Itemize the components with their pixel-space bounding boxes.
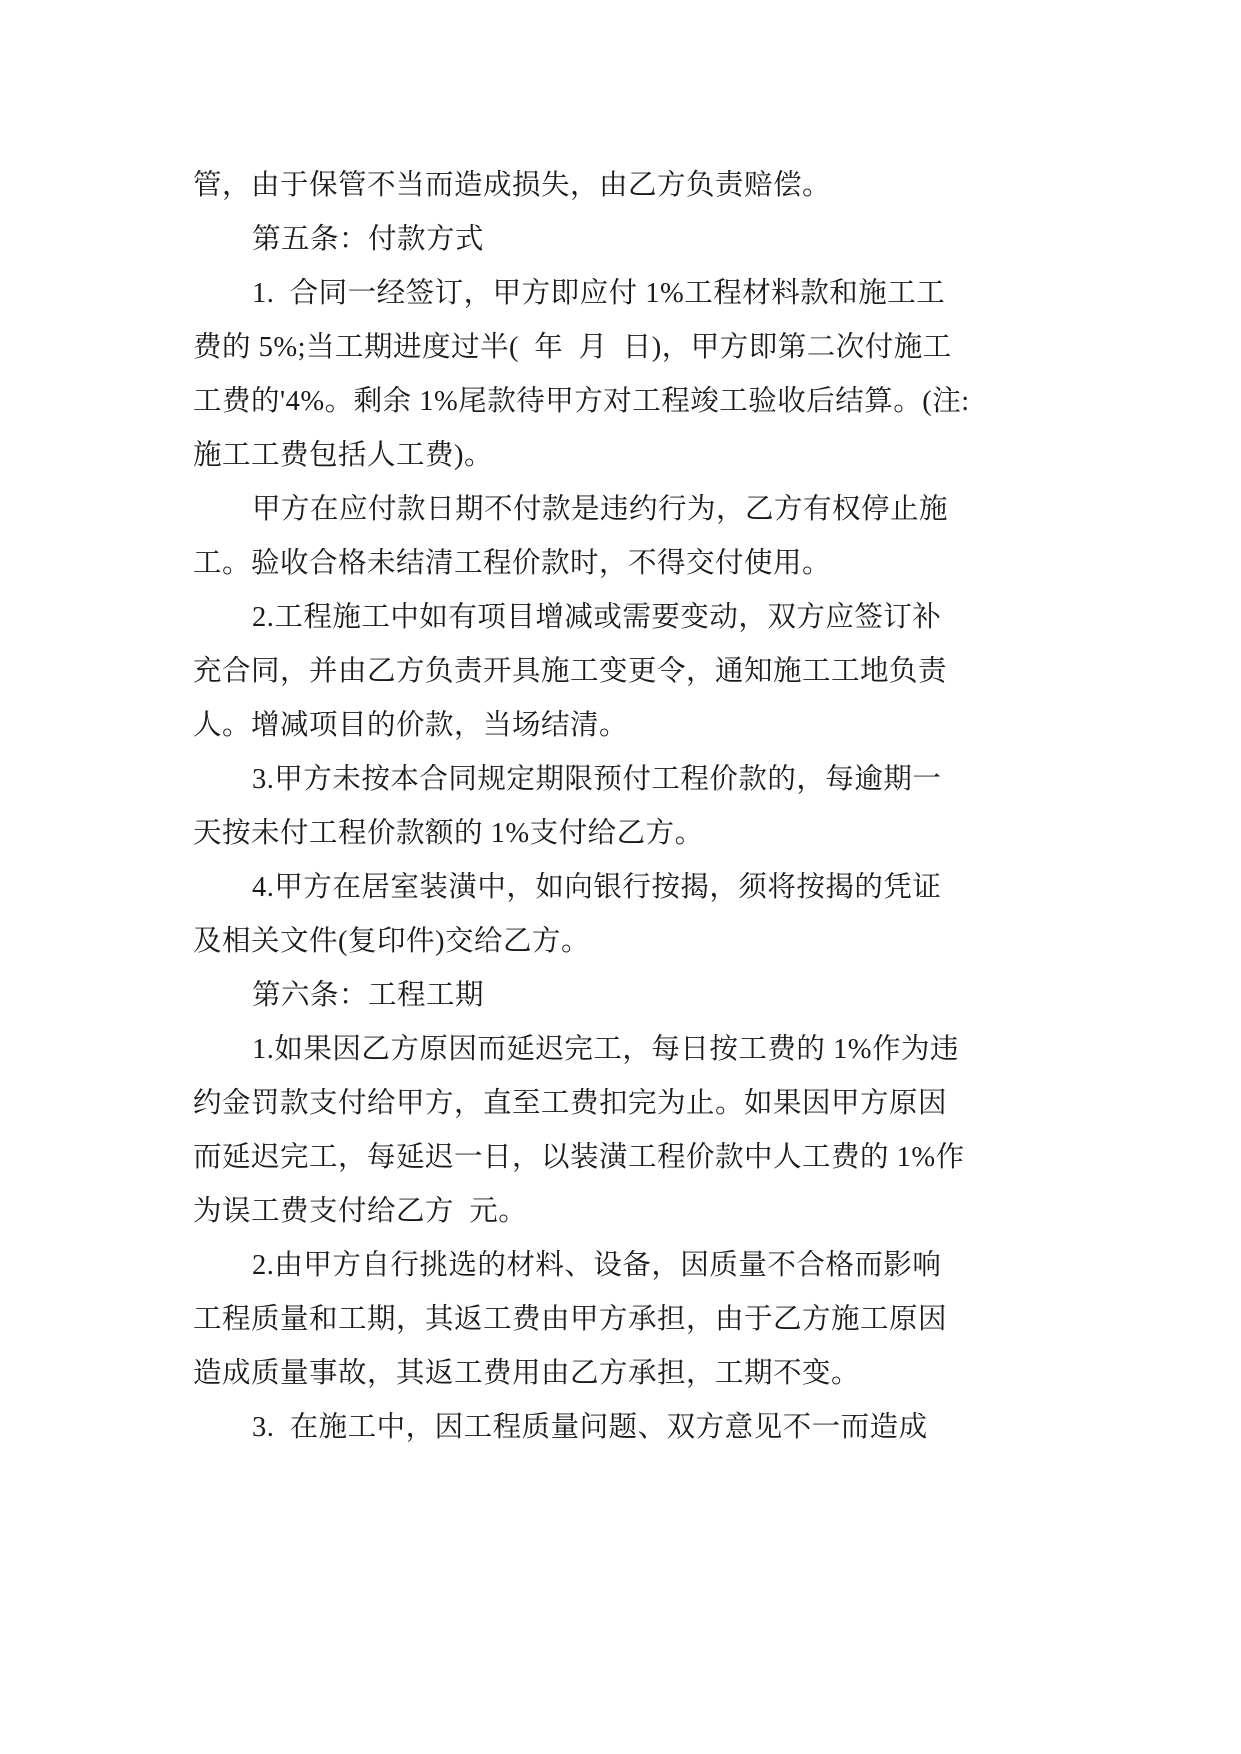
text-line: 费的 5%;当工期进度过半( 年 月 日)，甲方即第二次付施工	[193, 332, 952, 363]
text-line: 2.由甲方自行挑选的材料、设备，因质量不合格而影响	[252, 1250, 942, 1281]
text-line: 及相关文件(复印件)交给乙方。	[193, 926, 590, 957]
text-line: 管，由于保管不当而造成损失，由乙方负责赔偿。	[193, 170, 832, 201]
text-line: 约金罚款支付给甲方，直至工费扣完为止。如果因甲方原因	[193, 1088, 948, 1119]
text-line: 天按未付工程价款额的 1%支付给乙方。	[193, 818, 704, 849]
text-line: 人。增减项目的价款，当场结清。	[193, 710, 629, 741]
text-line: 充合同，并由乙方负责开具施工变更令，通知施工工地负责	[193, 656, 948, 687]
text-line: 工费的'4%。剩余 1%尾款待甲方对工程竣工验收后结算。(注:	[193, 386, 970, 417]
section-heading: 第六条：工程工期	[252, 980, 485, 1011]
text-line: 3.甲方未按本合同规定期限预付工程价款的，每逾期一	[252, 764, 942, 795]
text-line: 施工工费包括人工费)。	[193, 440, 493, 471]
text-line: 4.甲方在居室装潢中，如向银行按揭，须将按揭的凭证	[252, 872, 942, 903]
text-line: 2.工程施工中如有项目增减或需要变动，双方应签订补	[252, 602, 942, 633]
text-line: 而延迟完工，每延迟一日，以装潢工程价款中人工费的 1%作	[193, 1142, 965, 1173]
text-line: 造成质量事故，其返工费用由乙方承担，工期不变。	[193, 1358, 861, 1389]
text-line: 1.如果因乙方原因而延迟完工，每日按工费的 1%作为违	[252, 1034, 959, 1065]
text-line: 甲方在应付款日期不付款是违约行为，乙方有权停止施	[252, 494, 949, 525]
text-line: 1. 合同一经签订，甲方即应付 1%工程材料款和施工工	[252, 278, 946, 309]
text-line: 为误工费支付给乙方 元。	[193, 1196, 528, 1227]
section-heading: 第五条：付款方式	[252, 224, 485, 255]
text-line: 工程质量和工期，其返工费由甲方承担，由于乙方施工原因	[193, 1304, 948, 1335]
text-line: 3. 在施工中，因工程质量问题、双方意见不一而造成	[252, 1412, 928, 1443]
text-line: 工。验收合格未结清工程价款时，不得交付使用。	[193, 548, 832, 579]
